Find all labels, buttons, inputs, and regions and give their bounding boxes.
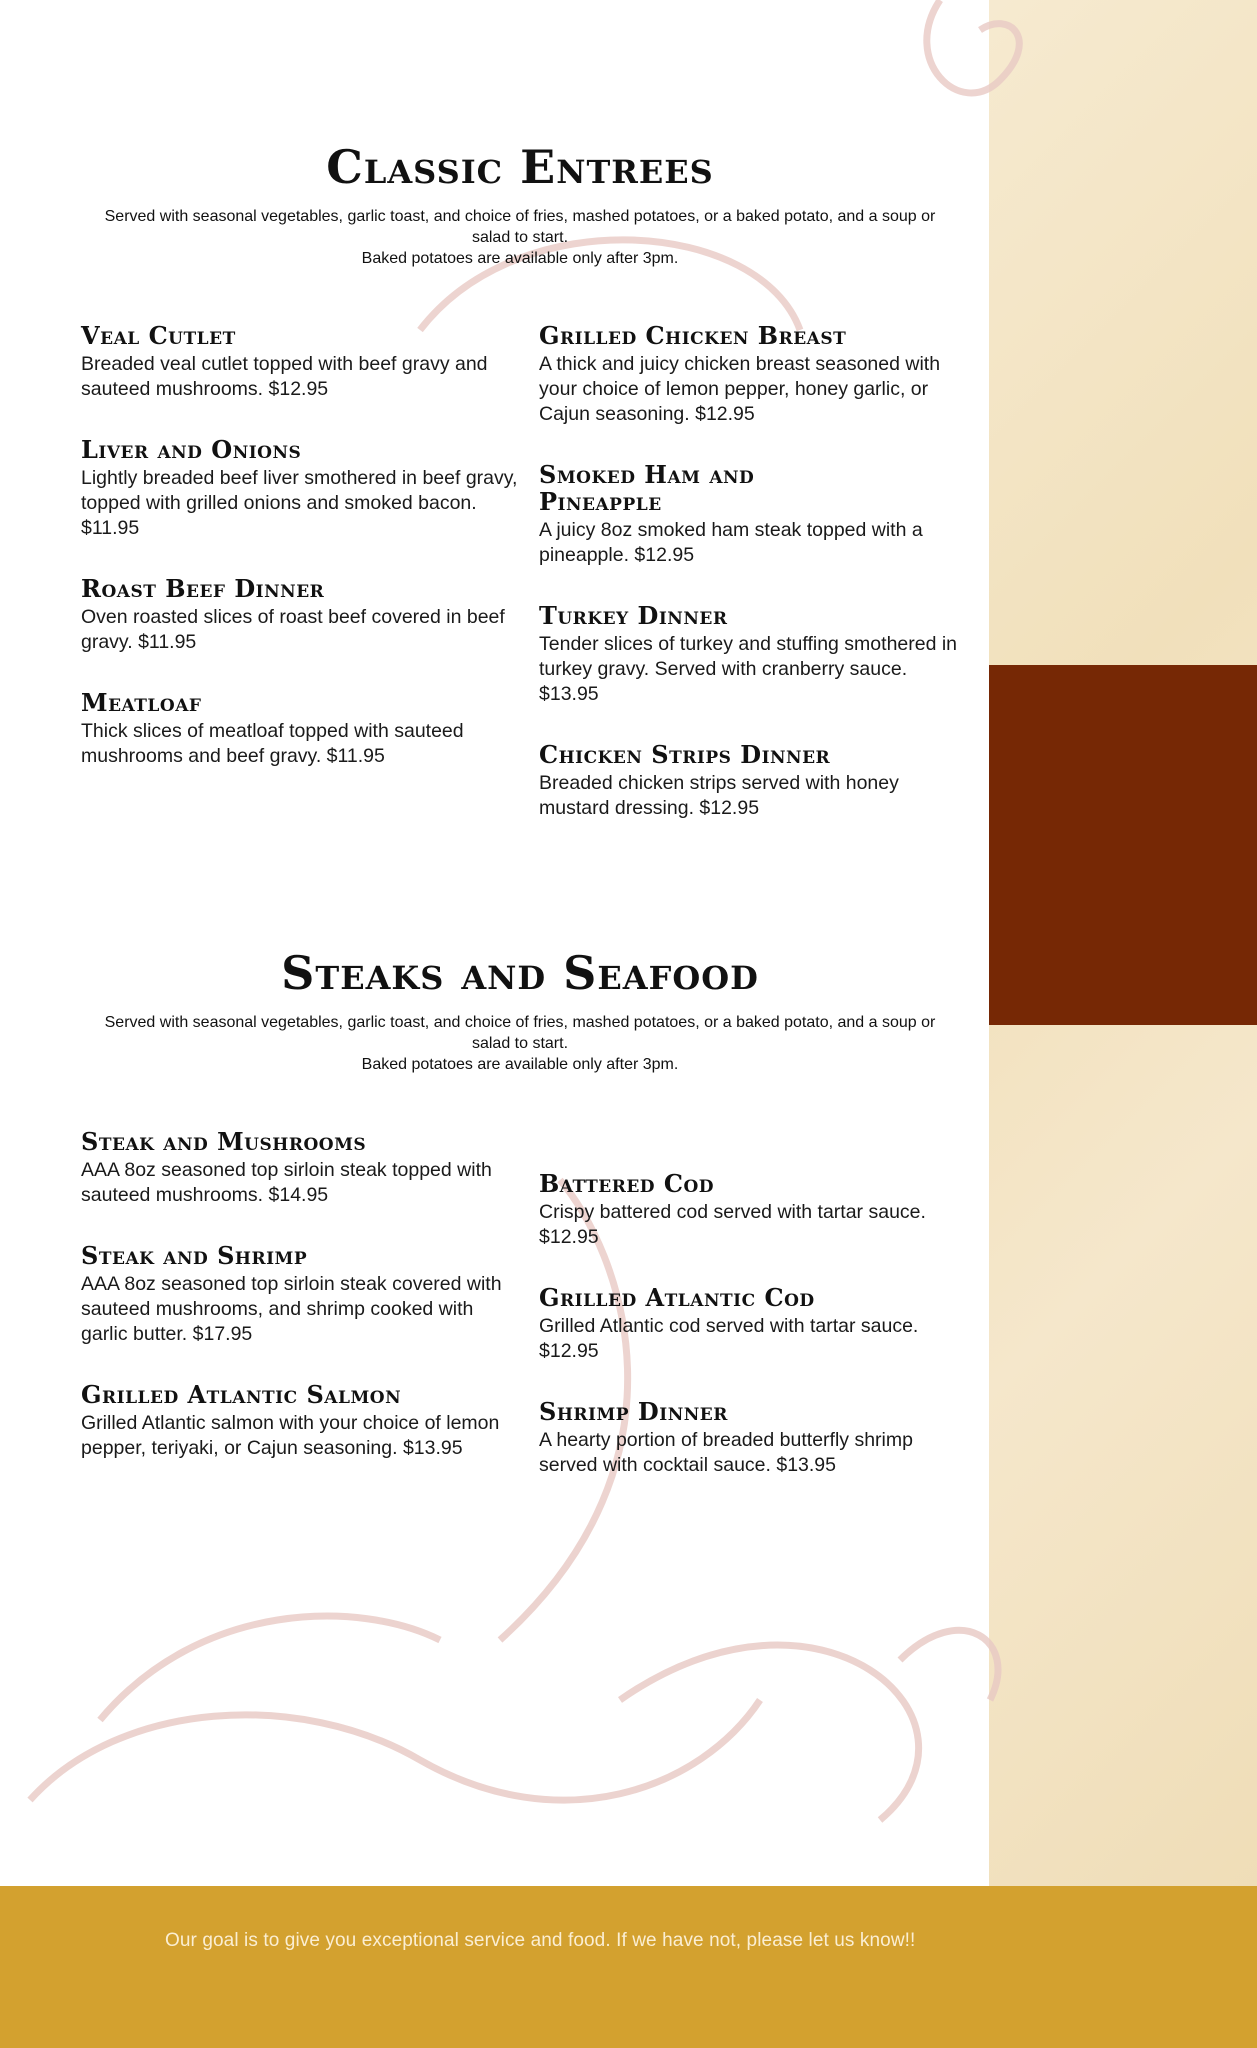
menu-item-name: Shrimp Dinner xyxy=(539,1397,728,1426)
menu-item xyxy=(539,1398,949,1478)
section-description-note: Baked potatoes are available only after 3pm. xyxy=(361,1056,679,1073)
menu-item-description: Breaded veal cutlet topped with beef gravy and sauteed mushrooms. $12.95 xyxy=(81,353,488,400)
menu-column-left xyxy=(81,1128,521,1495)
menu-item-name: Grilled Atlantic Cod xyxy=(539,1283,815,1312)
menu-item-name: Meatloaf xyxy=(81,688,202,717)
menu-item-description: A hearty portion of breaded butterfly shrimp served with cocktail sauce. $13.95 xyxy=(539,1429,913,1476)
menu-item xyxy=(81,1242,521,1347)
menu-item-description: AAA 8oz seasoned top sirloin steak covered with sauteed mushrooms, and shrimp cooked with garlic butter. $17.95 xyxy=(81,1273,502,1345)
menu-item xyxy=(539,1170,949,1250)
menu-item xyxy=(539,602,969,707)
menu-column-right xyxy=(539,322,969,855)
menu-item xyxy=(539,741,969,821)
menu-item-name: Chicken Strips Dinner xyxy=(539,740,831,769)
menu-item xyxy=(81,1128,521,1208)
menu-item-description: Oven roasted slices of roast beef covered in beef gravy. $11.95 xyxy=(81,606,505,653)
menu-item-description: AAA 8oz seasoned top sirloin steak topped with sauteed mushrooms. $14.95 xyxy=(81,1159,492,1206)
menu-item xyxy=(81,436,521,541)
menu-item-name: Roast Beef Dinner xyxy=(81,574,325,603)
menu-item-description: Lightly breaded beef liver smothered in beef gravy, topped with grilled onions and smoked bacon. $11.95 xyxy=(81,467,518,539)
menu-item-description: A juicy 8oz smoked ham steak topped with a pineapple. $12.95 xyxy=(539,519,923,566)
menu-item-name: Veal Cutlet xyxy=(81,321,236,350)
section-description xyxy=(85,1012,955,1075)
section-description-note: Baked potatoes are available only after 3pm. xyxy=(361,250,679,267)
section-title-steaks-seafood: Steaks and Seafood xyxy=(281,946,759,1000)
footer-band xyxy=(0,1886,1257,2048)
section-title-classic-entrees: Classic Entrees xyxy=(326,140,714,194)
menu-item-name: Smoked Ham and Pineapple xyxy=(539,460,755,516)
menu-item-description: Breaded chicken strips served with honey mustard dressing. $12.95 xyxy=(539,772,899,819)
menu-item-name: Grilled Atlantic Salmon xyxy=(81,1380,402,1409)
menu-item-name: Grilled Chicken Breast xyxy=(539,321,847,350)
menu-item-description: Crispy battered cod served with tartar sauce. $12.95 xyxy=(539,1201,926,1248)
footer-message: Our goal is to give you exceptional service and food. If we have not, please let us know!! xyxy=(165,1930,916,1951)
menu-item-description: Grilled Atlantic cod served with tartar sauce. $12.95 xyxy=(539,1315,919,1362)
menu-item xyxy=(539,322,969,427)
menu-column-right xyxy=(539,1170,949,1512)
menu-item xyxy=(539,1284,949,1364)
menu-item-name: Steak and Shrimp xyxy=(81,1241,308,1270)
menu-item-name: Steak and Mushrooms xyxy=(81,1127,367,1156)
menu-item-name: Battered Cod xyxy=(539,1169,715,1198)
menu-column-left xyxy=(81,322,521,803)
menu-item xyxy=(539,461,969,568)
section-description-line: Served with seasonal vegetables, garlic toast, and choice of fries, mashed potatoes, or a baked potato, and a soup or salad to start. xyxy=(104,208,936,246)
menu-item xyxy=(81,575,521,655)
menu-item-description: Tender slices of turkey and stuffing smothered in turkey gravy. Served with cranberry sauce. $13.95 xyxy=(539,633,958,705)
menu-item-name: Liver and Onions xyxy=(81,435,302,464)
menu-item-name: Turkey Dinner xyxy=(539,601,728,630)
menu-item-description: Grilled Atlantic salmon with your choice of lemon pepper, teriyaki, or Cajun seasoning. $13.95 xyxy=(81,1412,500,1459)
menu-item xyxy=(81,689,521,769)
menu-item-description: Thick slices of meatloaf topped with sauteed mushrooms and beef gravy. $11.95 xyxy=(81,720,464,767)
menu-item-description: A thick and juicy chicken breast seasoned with your choice of lemon pepper, honey garlic, or Cajun seasoning. $12.95 xyxy=(539,353,941,425)
section-description xyxy=(85,206,955,269)
section-description-line: Served with seasonal vegetables, garlic toast, and choice of fries, mashed potatoes, or a baked potato, and a soup or salad to start. xyxy=(104,1014,936,1052)
menu-item xyxy=(81,322,521,402)
menu-item xyxy=(81,1381,521,1461)
